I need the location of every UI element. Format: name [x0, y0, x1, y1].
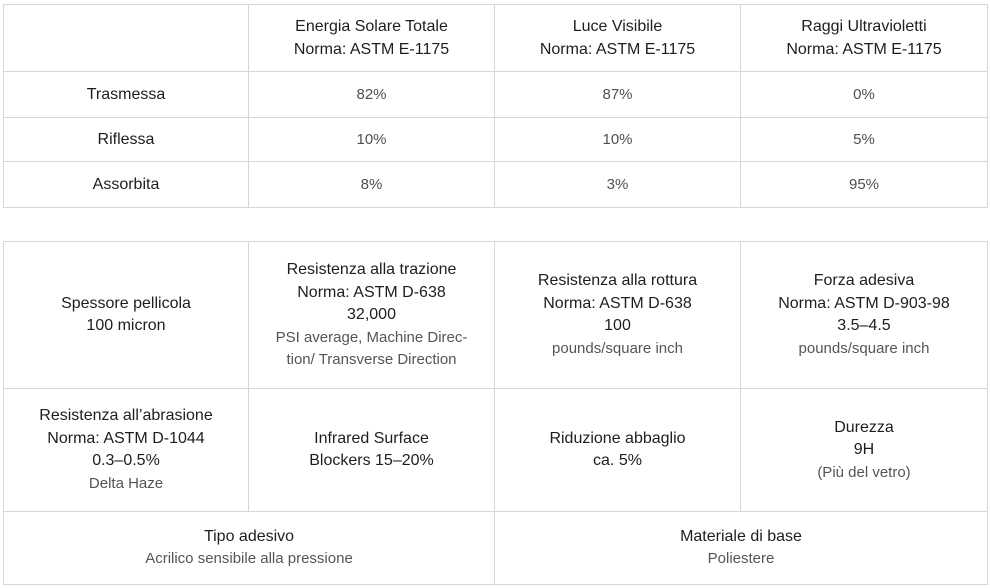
spec-value: 100 micron [86, 317, 166, 334]
header-title: Energia Solare Totale [295, 18, 448, 35]
spec-tensile-strength [249, 242, 495, 389]
header-title: Luce Visibile [572, 18, 663, 35]
spec-row [4, 512, 988, 585]
spec-value: Acrilico sensibile alla pressione [145, 550, 353, 568]
spec-row [4, 389, 988, 512]
spec-unit: pounds/square inch [552, 339, 683, 357]
header-norm: Norma: ASTM E-1175 [539, 41, 696, 58]
header-ultraviolet [741, 5, 988, 72]
table-header-row [4, 5, 988, 72]
spec-infrared-blockers [249, 389, 495, 512]
value-cell: 10% [495, 118, 741, 162]
table-row [4, 118, 988, 162]
spec-title: Riduzione abbaglio [549, 429, 686, 447]
spec-adhesive-type [4, 512, 495, 585]
row-label-transmitted: Trasmessa [4, 72, 249, 118]
spec-title: Infrared Surface [314, 429, 429, 447]
row-label-reflected: Riflessa [4, 118, 249, 162]
value-cell: 8% [249, 162, 495, 208]
value-cell: 0% [741, 72, 988, 118]
spec-norm: Norma: ASTM D-903-98 [778, 294, 950, 312]
spec-film-thickness [4, 242, 249, 389]
spec-title: Durezza [834, 418, 894, 436]
value-cell: 10% [249, 118, 495, 162]
row-label-absorbed: Assorbita [4, 162, 249, 208]
spec-norm: Norma: ASTM D-1044 [47, 429, 205, 447]
spec-value: 32,000 [347, 306, 396, 324]
spec-value: 100 [604, 317, 631, 335]
header-total-solar-energy [249, 5, 495, 72]
spec-note: (Più del vetro) [817, 463, 911, 481]
spec-value: 3.5–4.5 [837, 317, 891, 335]
film-specifications-table [3, 241, 988, 585]
spec-hardness [741, 389, 988, 512]
spec-glare-reduction [495, 389, 741, 512]
spec-norm: Norma: ASTM D-638 [297, 283, 446, 301]
header-title: Raggi Ultravioletti [801, 18, 927, 35]
spec-title: Materiale di base [680, 527, 802, 545]
spec-value: Poliestere [707, 550, 775, 568]
spec-title: Resistenza alla rottura [537, 272, 698, 290]
spec-value: Blockers 15–20% [309, 452, 434, 469]
header-norm: Norma: ASTM E-1175 [786, 41, 942, 58]
spec-unit: Delta Haze [88, 474, 164, 492]
spec-value: 0.3–0.5% [92, 452, 160, 470]
spec-base-material [495, 512, 988, 585]
spec-norm: Norma: ASTM D-638 [543, 294, 692, 312]
table-row [4, 72, 988, 118]
spec-adhesion-strength [741, 242, 988, 389]
spec-unit: pounds/square inch [798, 339, 930, 357]
value-cell: 87% [495, 72, 741, 118]
spec-title: Tipo adesivo [203, 527, 295, 545]
value-cell: 82% [249, 72, 495, 118]
optical-properties-table [3, 4, 988, 208]
spec-break-strength [495, 242, 741, 389]
spec-unit: tion/ Transverse Direction [286, 350, 457, 368]
spec-value: 9H [853, 441, 875, 458]
spec-title: Resistenza alla trazione [286, 261, 457, 279]
spec-row [4, 242, 988, 389]
value-cell: 3% [495, 162, 741, 208]
spec-value: ca. 5% [593, 452, 642, 469]
table-row [4, 162, 988, 208]
spec-title: Resistenza all’abrasione [39, 407, 213, 425]
spec-abrasion-resistance [4, 389, 249, 512]
spec-title: Forza adesiva [813, 272, 915, 290]
value-cell: 5% [741, 118, 988, 162]
header-visible-light [495, 5, 741, 72]
spec-title: Spessore pellicola [61, 294, 191, 312]
value-cell: 95% [741, 162, 988, 208]
header-norm: Norma: ASTM E-1175 [293, 41, 450, 58]
spec-unit: PSI average, Machine Direc- [275, 328, 468, 346]
empty-corner-cell [4, 5, 249, 72]
